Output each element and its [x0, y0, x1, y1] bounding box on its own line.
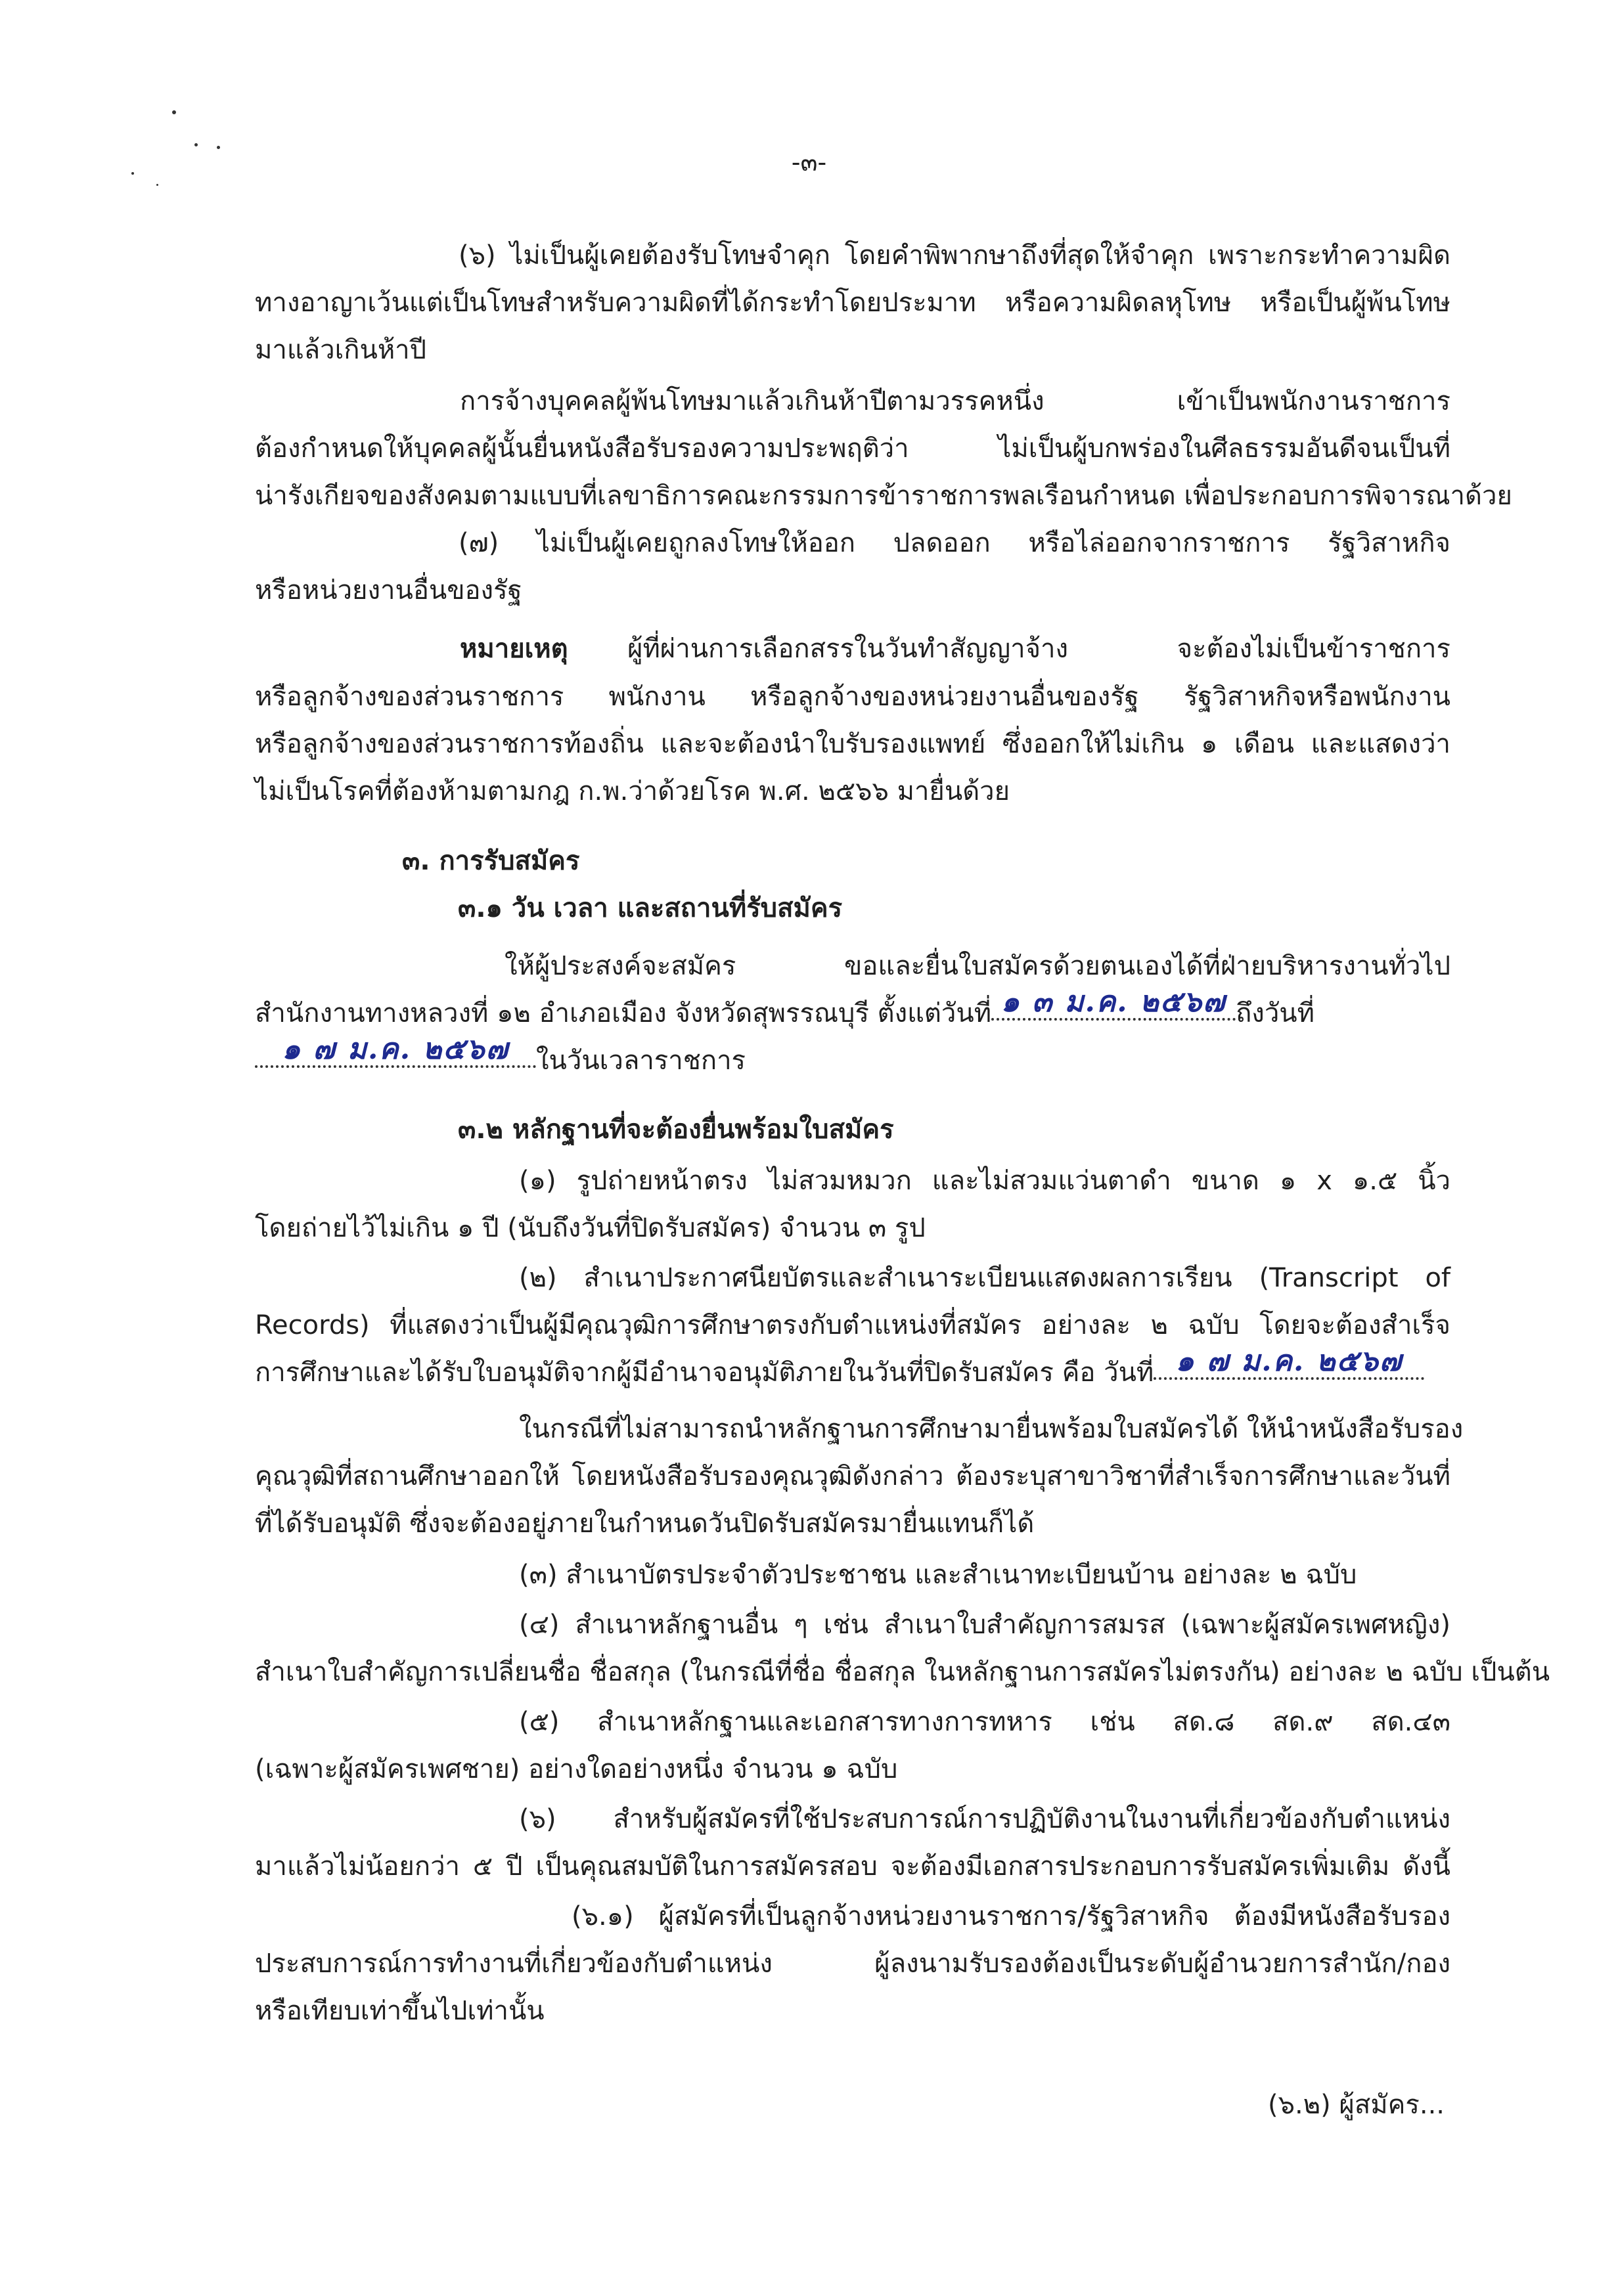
paragraph-line: ที่ได้รับอนุมัติ ซึ่งจะต้องอยู่ภายในกำหนดวันปิดรับสมัครมายื่นแทนก็ได้: [255, 1509, 1035, 1539]
paragraph-line: (๖.๑) ผู้สมัครที่เป็นลูกจ้างหน่วยงานราชการ/รัฐวิสาหกิจ ต้องมีหนังสือรับรอง: [572, 1901, 1450, 1932]
date-blank: [991, 985, 1236, 1022]
handwritten-date: ๑ ๗ ม.ค. ๒๕๖๗: [1175, 1344, 1403, 1378]
paragraph-line: น่ารังเกียจของสังคมตามแบบที่เลขาธิการคณะกรรมการข้าราชการพลเรือนกำหนด เพื่อประกอบการพิจารณาด้วย: [255, 481, 1512, 511]
paragraph-line: (๑) รูปถ่ายหน้าตรง ไม่สวมหมวก และไม่สวมแว่นตาดำ ขนาด ๑ x ๑.๕ นิ้ว: [519, 1166, 1450, 1196]
paragraph-line: ทางอาญาเว้นแต่เป็นโทษสำหรับความผิดที่ได้กระทำโดยประมาท หรือความผิดลหุโทษ หรือเป็นผู้พ้นโทษ: [255, 288, 1450, 318]
paragraph-line: มาแล้วเกินห้าปี: [255, 335, 427, 365]
paragraph-line: (เฉพาะผู้สมัครเพศชาย) อย่างใดอย่างหนึ่ง จำนวน ๑ ฉบับ: [255, 1754, 898, 1784]
paragraph-line: ไม่เป็นโรคที่ต้องห้ามตามกฎ ก.พ.ว่าด้วยโรค พ.ศ. ๒๕๖๖ มายื่นด้วย: [255, 776, 1010, 806]
date-line: [255, 985, 1450, 1032]
note-label: หมายเหตุ: [460, 634, 568, 664]
paragraph-line: หรือลูกจ้างของส่วนราชการท้องถิ่น และจะต้องนำใบรับรองแพทย์ ซึ่งออกให้ไม่เกิน ๑ เดือน และแสดงว่า: [255, 729, 1450, 759]
paragraph-line: ผู้ที่ผ่านการเลือกสรรในวันทำสัญญาจ้าง จะต้องไม่เป็นข้าราชการ: [627, 634, 1450, 664]
date-blank: [255, 1032, 536, 1069]
handwritten-date: ๑ ๗ ม.ค. ๒๕๖๗: [282, 1032, 509, 1066]
paragraph-line: หรือเทียบเท่าขึ้นไปเท่านั้น: [255, 1996, 545, 2026]
handwritten-date: ๑ ๓ ม.ค. ๒๕๖๗: [1000, 985, 1226, 1019]
paragraph-line: หรือลูกจ้างของส่วนราชการ พนักงาน หรือลูกจ้างของหน่วยงานอื่นของรัฐ รัฐวิสาหกิจหรือพนักงาน: [255, 682, 1450, 712]
paragraph-line: (๖) ไม่เป็นผู้เคยต้องรับโทษจำคุก โดยคำพิพากษาถึงที่สุดให้จำคุก เพราะกระทำความผิด: [459, 240, 1450, 271]
scan-speck: [156, 184, 158, 186]
paragraph-line: คุณวุฒิที่สถานศึกษาออกให้ โดยหนังสือรับรองคุณวุฒิดังกล่าว ต้องระบุสาขาวิชาที่สำเร็จการศึกษาและวันที่: [255, 1461, 1450, 1491]
paragraph-line: (๔) สำเนาหลักฐานอื่น ๆ เช่น สำเนาใบสำคัญการสมรส (เฉพาะผู้สมัครเพศหญิง): [519, 1610, 1450, 1640]
date-line: [255, 1344, 1424, 1391]
paragraph-text: ถึงวันที่: [1236, 998, 1315, 1028]
paragraph-text: สำนักงานทางหลวงที่ ๑๒ อำเภอเมือง จังหวัดสุพรรณบุรี ตั้งแต่วันที่: [255, 998, 992, 1028]
section-heading: ๓.๑ วัน เวลา และสถานที่รับสมัคร: [458, 893, 843, 923]
paragraph-line: ให้ผู้ประสงค์จะสมัคร ขอและยื่นใบสมัครด้วยตนเองได้ที่ฝ่ายบริหารงานทั่วไป: [505, 951, 1450, 981]
paragraph-line: ประสบการณ์การทำงานที่เกี่ยวข้องกับตำแหน่ง ผู้ลงนามรับรองต้องเป็นระดับผู้อำนวยการสำนัก/กอง: [255, 1949, 1450, 1979]
paragraph-line: หรือหน่วยงานอื่นของรัฐ: [255, 575, 522, 606]
section-heading: ๓. การรับสมัคร: [402, 846, 580, 876]
date-blank: [1154, 1344, 1424, 1381]
paragraph-line: (๖) สำหรับผู้สมัครที่ใช้ประสบการณ์การปฏิบัติงานในงานที่เกี่ยวข้องกับตำแหน่ง: [519, 1804, 1450, 1834]
paragraph-line: โดยถ่ายไว้ไม่เกิน ๑ ปี (นับถึงวันที่ปิดรับสมัคร) จำนวน ๓ รูป: [255, 1213, 926, 1243]
paragraph-line: มาแล้วไม่น้อยกว่า ๕ ปี เป็นคุณสมบัติในการสมัครสอบ จะต้องมีเอกสารประกอบการรับสมัครเพิ่มเติม ดังนี้: [255, 1851, 1450, 1882]
paragraph-line: ต้องกำหนดให้บุคคลผู้นั้นยื่นหนังสือรับรองความประพฤติว่า ไม่เป็นผู้บกพร่องในศีลธรรมอันดีจนเป็นที่: [255, 433, 1450, 464]
paragraph-line: (๗) ไม่เป็นผู้เคยถูกลงโทษให้ออก ปลดออก หรือไล่ออกจากราชการ รัฐวิสาหกิจ: [459, 528, 1450, 558]
paragraph-text: ในวันเวลาราชการ: [536, 1046, 746, 1076]
paragraph-line: (๒) สำเนาประกาศนียบัตรและสำเนาระเบียนแสดงผลการเรียน (Transcript of: [519, 1263, 1450, 1293]
page-footer: (๖.๒) ผู้สมัคร...: [1268, 2090, 1445, 2120]
paragraph-line: (๓) สำเนาบัตรประจำตัวประชาชน และสำเนาทะเบียนบ้าน อย่างละ ๒ ฉบับ: [519, 1560, 1357, 1590]
paragraph-line: สำเนาใบสำคัญการเปลี่ยนชื่อ ชื่อสกุล (ในกรณีที่ชื่อ ชื่อสกุล ในหลักฐานการสมัครไม่ตรงกัน) อย่างละ ๒ ฉบับ เป็นต้น: [255, 1657, 1550, 1687]
date-line: [255, 1032, 746, 1079]
scan-speck: [172, 110, 176, 114]
paragraph-line: (๕) สำเนาหลักฐานและเอกสารทางการทหาร เช่น สด.๘ สด.๙ สด.๔๓: [519, 1707, 1450, 1737]
paragraph-line: การจ้างบุคคลผู้พ้นโทษมาแล้วเกินห้าปีตามวรรคหนึ่ง เข้าเป็นพนักงานราชการ: [460, 386, 1450, 416]
paragraph-text: การศึกษาและได้รับใบอนุมัติจากผู้มีอำนาจอนุมัติภายในวันที่ปิดรับสมัคร คือ วันที่: [255, 1358, 1154, 1388]
paragraph-line: Records) ที่แสดงว่าเป็นผู้มีคุณวุฒิการศึกษาตรงกับตำแหน่งที่สมัคร อย่างละ ๒ ฉบับ โดยจะต้องสำเร็จ: [255, 1310, 1450, 1340]
paragraph-line: ในกรณีที่ไม่สามารถนำหลักฐานการศึกษามายื่นพร้อมใบสมัครได้ ให้นำหนังสือรับรอง: [519, 1414, 1464, 1444]
section-heading: ๓.๒ หลักฐานที่จะต้องยื่นพร้อมใบสมัคร: [458, 1115, 894, 1145]
page-number: -๓-: [791, 148, 827, 177]
